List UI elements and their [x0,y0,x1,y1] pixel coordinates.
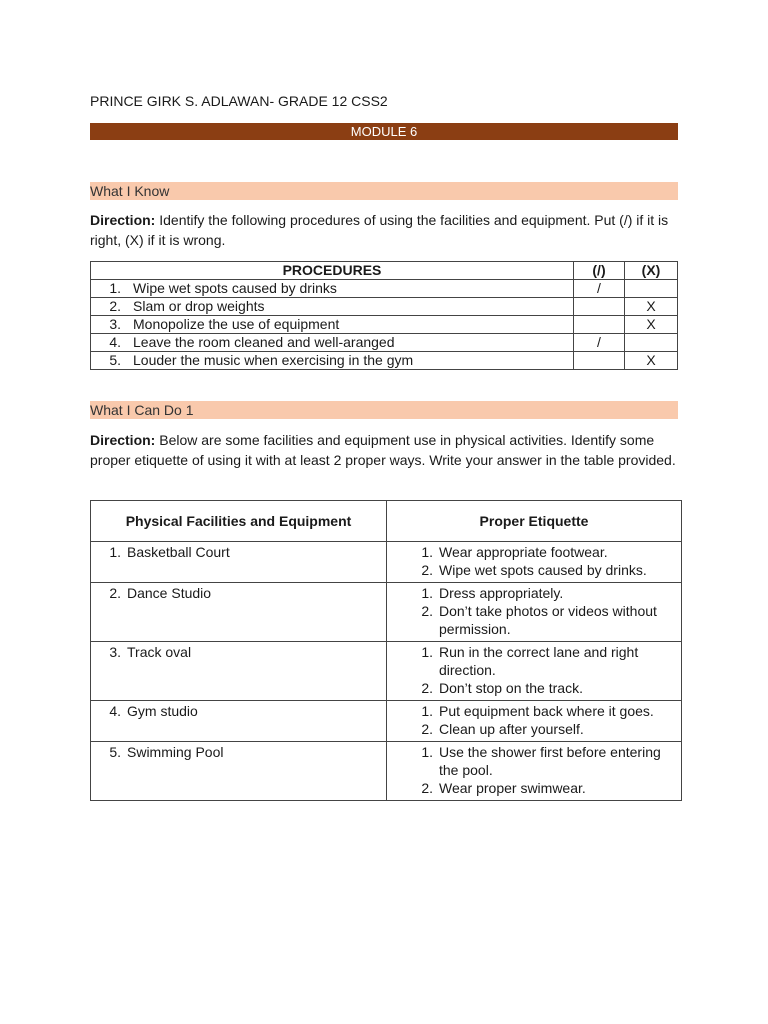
direction-text: Identify the following procedures of using the facilities and equipment. Put (/) if it is right, (X) if it is wrong. [90,212,669,248]
procedure-text: Louder the music when exercising in the gym [129,352,574,370]
row-number: 2. [109,585,121,601]
table-row [91,701,682,742]
procedure-text: Wipe wet spots caused by drinks [129,280,574,298]
etiquette-text: Wear appropriate footwear. [439,544,608,560]
list-item [391,743,677,779]
etiquette-text: Wipe wet spots caused by drinks. [439,562,647,578]
etiquette-text: Put equipment back where it goes. [439,703,654,719]
table-row [91,298,678,316]
etiquette-text: Don’t take photos or videos without permission. [439,603,657,637]
item-number: 1. [421,585,433,601]
table-row [91,583,682,642]
column-header-procedures: PROCEDURES [91,262,574,280]
etiquette-text: Clean up after yourself. [439,721,584,737]
module-banner: MODULE 6 [90,123,678,140]
section-what-i-know: What I Know [90,182,678,200]
facility-name: Swimming Pool [127,744,224,760]
list-item [391,561,677,579]
list-item [391,543,677,561]
row-number: 2. [91,298,130,316]
row-number: 4. [109,703,121,719]
right-mark [574,316,625,334]
etiquette-text: Wear proper swimwear. [439,780,586,796]
item-number: 1. [421,744,433,760]
item-number: 2. [421,721,433,737]
etiquette-text: Run in the correct lane and right direction. [439,644,639,678]
row-number: 3. [91,316,130,334]
row-number: 1. [91,280,130,298]
etiquette-cell [387,542,682,583]
right-mark: / [574,280,625,298]
row-number: 4. [91,334,130,352]
direction-what-i-know [90,210,678,250]
facility-name: Basketball Court [127,544,230,560]
row-number: 5. [109,744,121,760]
facility-cell [91,583,387,642]
row-number: 1. [109,544,121,560]
right-mark: / [574,334,625,352]
student-header: PRINCE GIRK S. ADLAWAN- GRADE 12 CSS2 [90,93,388,109]
facility-name: Gym studio [127,703,198,719]
right-mark [574,352,625,370]
table-row [91,280,678,298]
table-row [91,742,682,801]
facility-cell [91,742,387,801]
list-item [391,779,677,797]
list-item [391,679,677,697]
etiquette-text: Dress appropriately. [439,585,564,601]
item-number: 1. [421,644,433,660]
etiquette-cell [387,583,682,642]
column-header-wrong: (X) [625,262,678,280]
facility-name: Track oval [127,644,192,660]
table-header-row [91,501,682,542]
list-item [391,702,677,720]
item-number: 1. [421,703,433,719]
direction-what-i-can-do [90,430,678,470]
column-header-right: (/) [574,262,625,280]
wrong-mark: X [625,298,678,316]
etiquette-text: Don’t stop on the track. [439,680,583,696]
item-number: 2. [421,680,433,696]
facility-cell [91,542,387,583]
table-row [91,642,682,701]
procedure-text: Leave the room cleaned and well-aranged [129,334,574,352]
column-header-facilities: Physical Facilities and Equipment [91,501,387,542]
row-number: 3. [109,644,121,660]
procedure-text: Slam or drop weights [129,298,574,316]
table-header-row [91,262,678,280]
item-number: 2. [421,603,433,619]
list-item [391,602,677,638]
table-row [91,316,678,334]
item-number: 1. [421,544,433,560]
list-item [391,720,677,738]
etiquette-text: Use the shower first before entering the pool. [439,744,661,778]
wrong-mark: X [625,316,678,334]
list-item [391,643,677,679]
column-header-etiquette: Proper Etiquette [387,501,682,542]
right-mark [574,298,625,316]
direction-text: Below are some facilities and equipment use in physical activities. Identify some proper etiquette of using it with at least 2 proper ways. Write your answer in the table provided. [90,432,676,468]
direction-label: Direction: [90,212,156,228]
facility-cell [91,701,387,742]
etiquette-cell [387,701,682,742]
item-number: 2. [421,780,433,796]
table-row [91,334,678,352]
table-row [91,542,682,583]
etiquette-table [90,500,682,801]
table-row [91,352,678,370]
facility-cell [91,642,387,701]
procedure-text: Monopolize the use of equipment [129,316,574,334]
etiquette-cell [387,742,682,801]
procedures-table [90,261,678,370]
facility-name: Dance Studio [127,585,212,601]
wrong-mark: X [625,352,678,370]
wrong-mark [625,334,678,352]
item-number: 2. [421,562,433,578]
section-what-i-can-do: What I Can Do 1 [90,401,678,419]
row-number: 5. [91,352,130,370]
wrong-mark [625,280,678,298]
list-item [391,584,677,602]
direction-label: Direction: [90,432,156,448]
etiquette-cell [387,642,682,701]
